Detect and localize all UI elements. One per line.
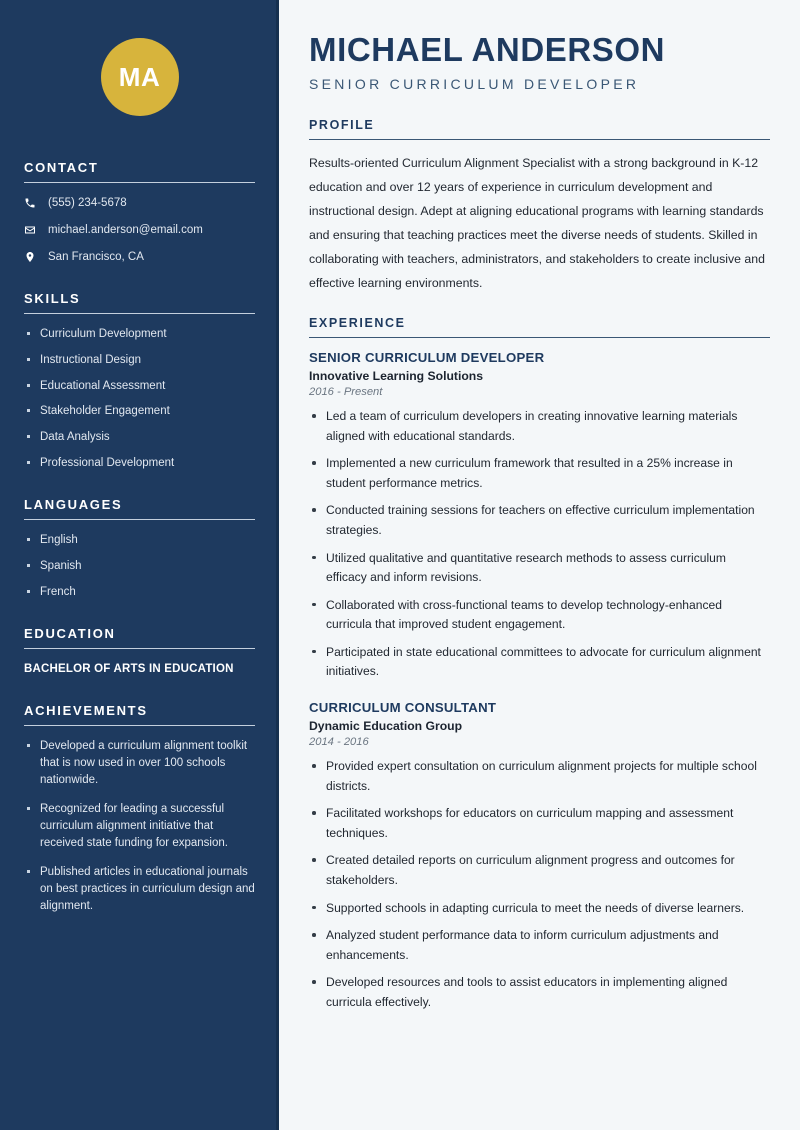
profile-divider — [309, 139, 770, 140]
envelope-icon — [24, 224, 44, 236]
job-role-subtitle: SENIOR CURRICULUM DEVELOPER — [309, 76, 640, 93]
main-section-experience — [309, 316, 770, 1012]
achievements-heading: ACHIEVEMENTS — [24, 703, 148, 719]
list-item: Data Analysis — [24, 429, 255, 446]
list-item: Developed resources and tools to assist educators in implementing aligned curricula effectively. — [309, 973, 770, 1012]
experience-company: Innovative Learning Solutions — [309, 369, 484, 384]
avatar-container — [24, 0, 255, 160]
list-item: French — [24, 584, 255, 601]
list-item: Educational Assessment — [24, 378, 255, 395]
avatar: MA — [101, 38, 179, 116]
skills-heading: SKILLS — [24, 291, 81, 307]
list-item: Developed a curriculum alignment toolkit that is now used in over 100 schools nationwide. — [24, 738, 255, 788]
main-section-profile — [309, 118, 770, 296]
experience-dates: 2014 - 2016 — [309, 736, 369, 749]
sidebar-section-achievements — [24, 703, 255, 914]
list-item: Utilized qualitative and quantitative research methods to assess curriculum efficacy and inform revisions. — [309, 549, 770, 588]
experience-job-title: CURRICULUM CONSULTANT — [309, 700, 497, 716]
experience-job-title: SENIOR CURRICULUM DEVELOPER — [309, 350, 545, 366]
experience-entry — [309, 350, 770, 682]
list-item: Facilitated workshops for educators on curriculum mapping and assessment techniques. — [309, 804, 770, 843]
list-item: Stakeholder Engagement — [24, 403, 255, 420]
contact-phone-value: (555) 234-5678 — [48, 197, 127, 209]
experience-divider — [309, 337, 770, 338]
experience-heading: EXPERIENCE — [309, 316, 406, 331]
sidebar-section-languages — [24, 497, 255, 600]
list-item: Implemented a new curriculum framework that resulted in a 25% increase in student performance metrics. — [309, 454, 770, 493]
list-item: Instructional Design — [24, 352, 255, 369]
page-title: MICHAEL ANDERSON — [309, 31, 666, 68]
contact-divider — [24, 182, 255, 183]
achievements-divider — [24, 725, 255, 726]
sidebar-section-education — [24, 626, 255, 677]
list-item: Provided expert consultation on curriculum alignment projects for multiple school districts. — [309, 757, 770, 796]
main-content — [279, 0, 800, 1130]
list-item: Professional Development — [24, 455, 255, 472]
experience-bullet-list — [309, 757, 770, 1012]
education-divider — [24, 648, 255, 649]
experience-dates: 2016 - Present — [309, 386, 383, 399]
sidebar-section-contact — [24, 160, 255, 265]
list-item: Published articles in educational journals on best practices in curriculum design and alignment. — [24, 864, 255, 914]
sidebar — [0, 0, 279, 1130]
contact-location-value: San Francisco, CA — [48, 251, 144, 264]
list-item: English — [24, 532, 255, 549]
list-item: Recognized for leading a successful curriculum alignment initiative that received state funding for expansion. — [24, 801, 255, 851]
list-item: Supported schools in adapting curricula to meet the needs of diverse learners. — [309, 899, 770, 919]
contact-item-phone[interactable] — [24, 195, 255, 211]
skills-divider — [24, 313, 255, 314]
list-item: Spanish — [24, 558, 255, 575]
experience-entry — [309, 700, 770, 1012]
languages-heading: LANGUAGES — [24, 497, 123, 513]
experience-bullet-list — [309, 407, 770, 682]
contact-item-location[interactable] — [24, 249, 255, 265]
languages-divider — [24, 519, 255, 520]
list-item: Led a team of curriculum developers in creating innovative learning materials aligned with educational standards. — [309, 407, 770, 446]
sidebar-section-skills — [24, 291, 255, 471]
education-heading: EDUCATION — [24, 626, 116, 642]
list-item: Conducted training sessions for teachers on effective curriculum implementation strategies. — [309, 501, 770, 540]
list-item: Participated in state educational committees to advocate for curriculum alignment initiatives. — [309, 643, 770, 682]
achievements-list — [24, 738, 255, 914]
education-degree: BACHELOR OF ARTS IN EDUCATION — [24, 663, 234, 676]
experience-company: Dynamic Education Group — [309, 719, 463, 734]
profile-text: Results-oriented Curriculum Alignment Specialist with a strong background in K-12 education and over 12 years of experience in curriculum development and instructional design. Adept at aligning educational programs with learning standards and ensuring that teaching practices meet the diverse needs of students. Skilled in collaborating with teachers, administrators, and stakeholders to create inclusive and effective learning environments. — [309, 156, 765, 291]
list-item: Collaborated with cross-functional teams to develop technology-enhanced curricula that improved student engagement. — [309, 596, 770, 635]
list-item: Analyzed student performance data to inform curriculum adjustments and enhancements. — [309, 926, 770, 965]
phone-icon — [24, 197, 44, 209]
contact-item-email[interactable] — [24, 222, 255, 238]
profile-heading: PROFILE — [309, 118, 375, 133]
location-pin-icon — [24, 251, 44, 263]
contact-heading: CONTACT — [24, 160, 99, 175]
list-item: Curriculum Development — [24, 326, 255, 343]
list-item: Created detailed reports on curriculum alignment progress and outcomes for stakeholders. — [309, 851, 770, 890]
languages-list — [24, 532, 255, 600]
skills-list — [24, 326, 255, 471]
contact-email-value: michael.anderson@email.com — [48, 224, 203, 237]
